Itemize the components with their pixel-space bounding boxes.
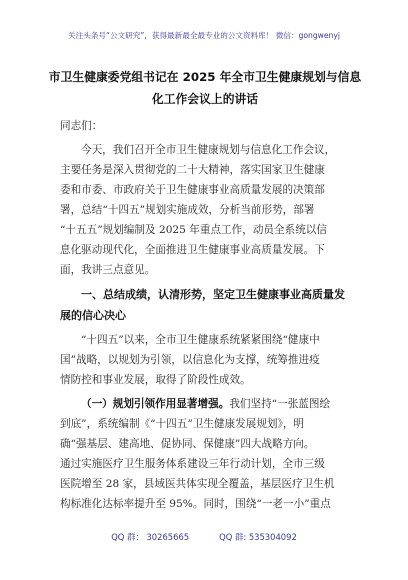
intro-line: 主要任务是深入贯彻党的二十大精神，落实国家卫生健康 <box>60 164 325 176</box>
title-line-2: 化工作会议上的讲话 <box>151 92 259 106</box>
intro-line: “十五五”规划编制及 2025 年重点工作，动员全系统以信 <box>60 224 327 236</box>
paragraph-2 <box>60 330 360 390</box>
intro-line: 今天，我们召开全市卫生健康规划与信息化工作会议， <box>81 144 336 156</box>
paragraph-line: 国”战略，以规划为引领，以信息化为支撑，统筹推进疫 <box>60 354 320 366</box>
promo-banner: 关注头条号“公文研究”，获得最新最全最专业的公文资料库！ 微信：gongwenyj <box>68 31 340 40</box>
intro-line: 面，我讲三点意见。 <box>60 264 156 276</box>
salutation: 同志们： <box>60 120 103 132</box>
subsection-heading: （一）规划引领作用显著增强。 <box>81 398 230 410</box>
title-line-1: 市卫生健康委党组书记在 2025 年全市卫生健康规划与信息 <box>48 70 362 84</box>
document-body <box>60 116 360 514</box>
subsection-first-line <box>60 394 360 414</box>
footer-contacts <box>0 531 408 543</box>
section-heading-line-1: 一、总结成绩，认清形势，坚定卫生健康事业高质量发 <box>81 288 345 301</box>
paragraph-line: 确“强基层、建高地、促协同、保健康”四大战略方向。 <box>60 438 315 450</box>
intro-line: 署，总结“十四五”规划实施成效，分析当前形势，部署 <box>60 204 315 216</box>
paragraph-line: 构标准化达标率提升至 95%。同时，围绕“一老一小”重点 <box>60 498 331 510</box>
section-heading-1 <box>60 284 360 326</box>
paragraph-line: 通过实施医疗卫生服务体系建设三年行动计划，全市三级 <box>60 458 325 470</box>
subsection-text: 我们坚持“一张蓝图绘 <box>229 398 331 410</box>
paragraph-line: “十四五”以来，全市卫生健康系统紧紧围绕“健康中 <box>81 334 320 346</box>
paragraph-line: 医院增至 28 家，县域医共体实现全覆盖，基层医疗卫生机 <box>60 478 335 490</box>
qq-group-1: QQ 群： 30265665 <box>111 532 190 542</box>
intro-paragraph <box>60 140 360 280</box>
subsection-1 <box>60 394 360 514</box>
paragraph-line: 到底”，系统编制《“十四五”卫生健康发展规划》，明 <box>60 418 305 430</box>
intro-line: 息化驱动现代化，全面推进卫生健康事业高质量发展。下 <box>60 244 325 256</box>
paragraph-line: 情防控和事业发展，取得了阶段性成效。 <box>60 374 251 386</box>
section-heading-line-2: 展的信心决心 <box>60 309 126 322</box>
intro-line: 委和市委、市政府关于卫生健康事业高质量发展的决策部 <box>60 184 325 196</box>
qq-group-2: QQ 群: 535304092 <box>219 532 297 542</box>
document-title <box>40 66 370 110</box>
